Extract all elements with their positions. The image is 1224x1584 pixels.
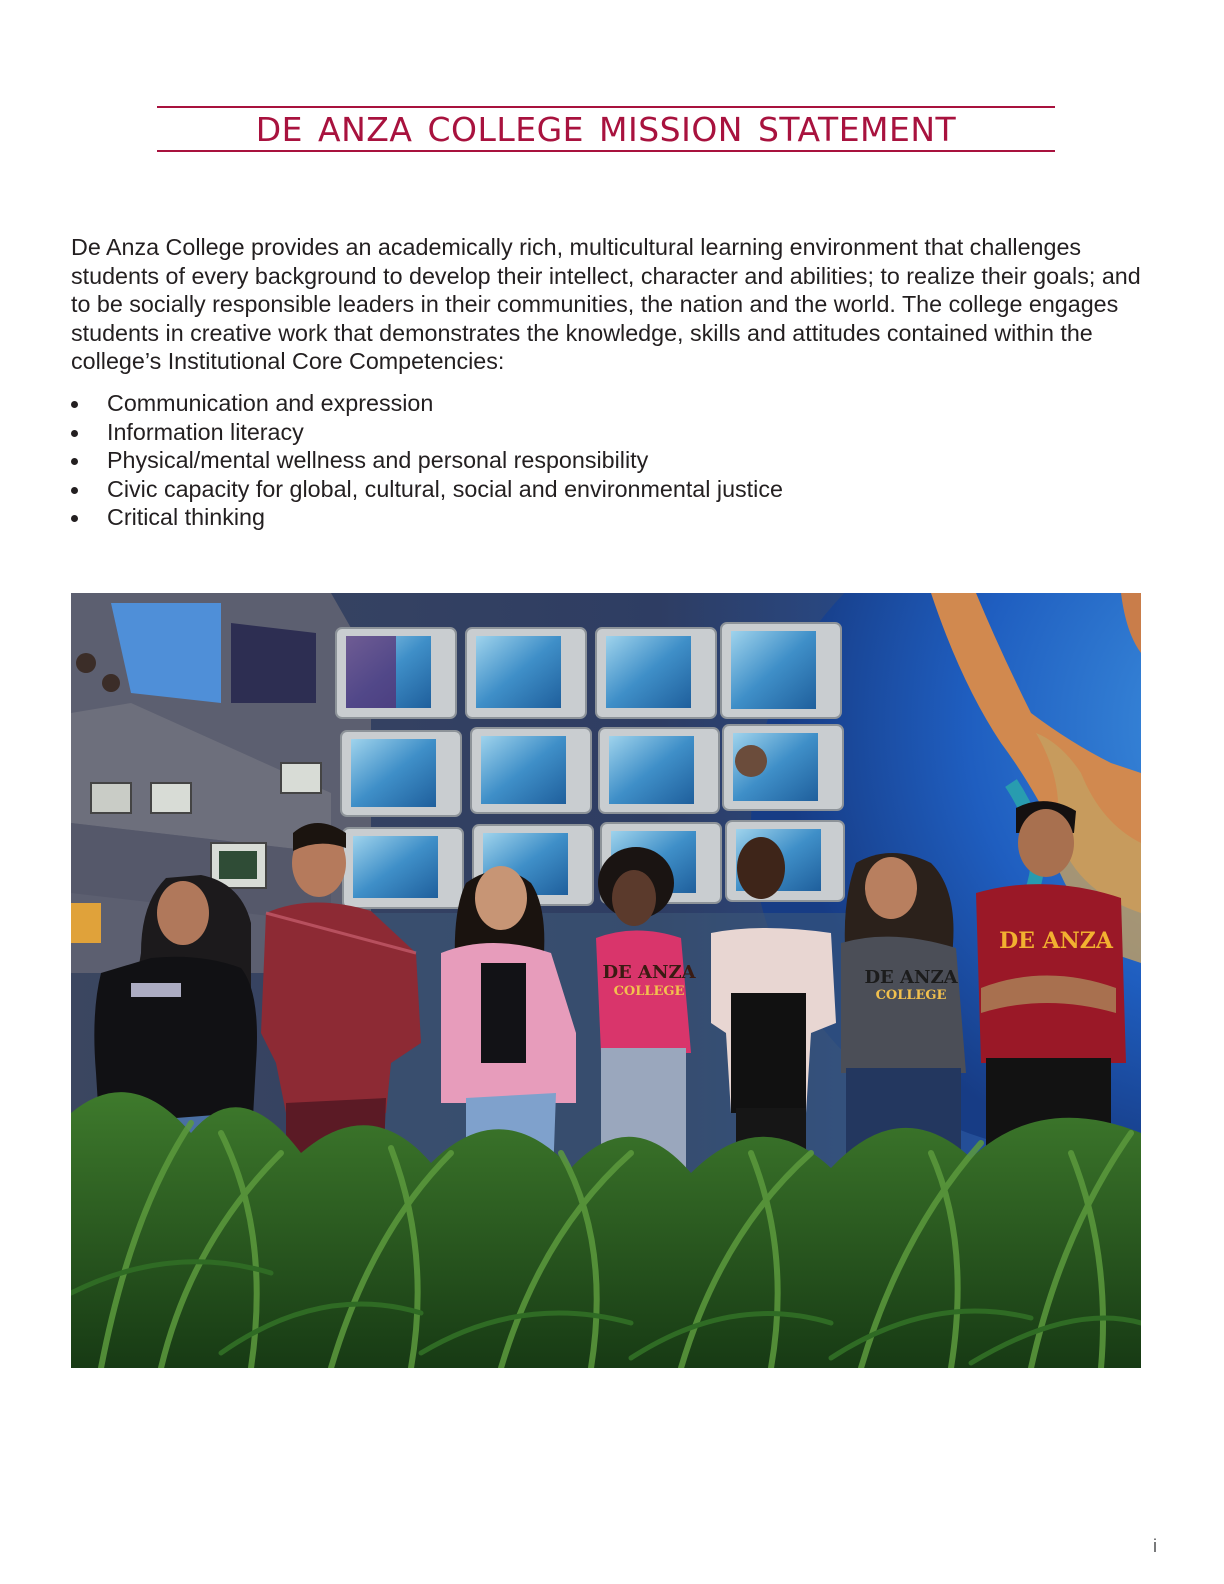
competencies-list [71, 389, 783, 532]
list-item [71, 475, 783, 504]
list-item [71, 418, 783, 447]
photo-illustration [71, 593, 1141, 1368]
page-title: DE ANZA COLLEGE MISSION STATEMENT [255, 110, 957, 149]
mission-paragraph: De Anza College provides an academically rich, multicultural learning environment that challenges students of every background to develop their intellect, character and abilities; to realize their goals; and to be socially responsible leaders in their communities, the nation and the world. The college engages students in creative work that demonstrates the knowledge, skills and attitudes contained within the college’s Institutional Core Competencies: [71, 234, 1141, 375]
page-number: i [1153, 1536, 1157, 1556]
list-item-text: Information literacy [107, 418, 304, 445]
list-item [71, 503, 783, 532]
shirt-text: DE ANZA [602, 962, 696, 983]
bullet-icon [71, 458, 78, 465]
list-item-text: Civic capacity for global, cultural, social and environmental justice [107, 475, 783, 502]
shirt-text: COLLEGE [875, 988, 947, 1003]
shirt-text: DE ANZA [864, 967, 958, 988]
list-item-text: Communication and expression [107, 390, 434, 416]
bullet-icon [71, 515, 78, 522]
list-item [71, 446, 783, 475]
bullet-icon [71, 401, 78, 408]
shirt-text: DE ANZA [999, 928, 1113, 954]
list-item-text: Critical thinking [107, 504, 265, 531]
shirt-text: COLLEGE [613, 984, 685, 999]
title-rule-frame [157, 106, 1055, 152]
students-group-photo [71, 593, 1141, 1368]
list-item [71, 389, 783, 418]
list-item-text: Physical/mental wellness and personal responsibility [107, 447, 649, 474]
bullet-icon [71, 430, 78, 437]
bullet-icon [71, 487, 78, 494]
